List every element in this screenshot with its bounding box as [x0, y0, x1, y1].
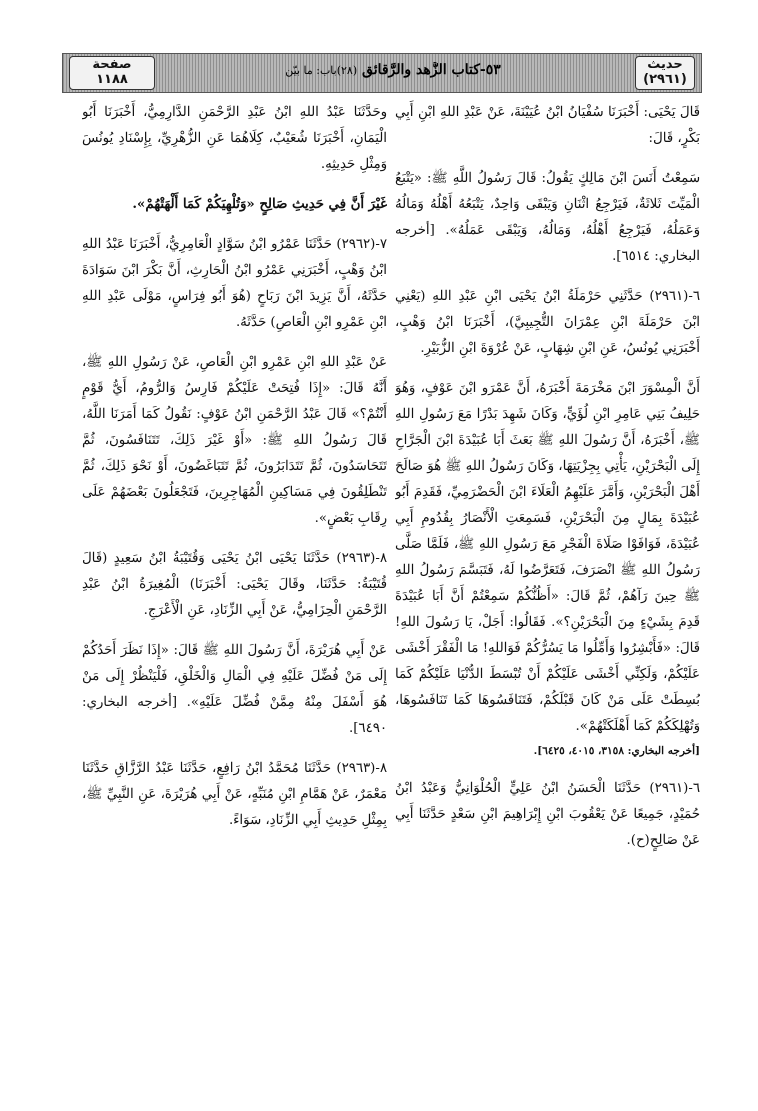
left-column — [82, 100, 387, 1090]
paragraph: أَنَّ الْمِسْوَرَ ابْنَ مَخْرَمَةَ أَخْبَرَهُ، أَنَّ عَمْرَو ابْنَ عَوْفٍ، وَهُوَ حَلِيفُ بَنِي عَامِرِ ابْنِ لُؤَيٍّ، وَكَانَ شَهِدَ بَدْرًا مَعَ رَسُولِ اللهِ ﷺ، أَخْبَرَهُ، أَنَّ رَسُولَ اللهِ ﷺ بَعَثَ أَبَا عُبَيْدَةَ ابْنَ الْجَرَّاحِ إِلَى الْبَحْرَيْنِ، يَأْتِي بِجِزْيَتِهَا، وَكَانَ رَسُولُ اللهِ ﷺ هُوَ صَالَحَ أَهْلَ الْبَحْرَيْنِ، وَأَمَّرَ عَلَيْهِمُ الْعَلَاءَ ابْنَ الْحَضْرَمِيِّ، فَقَدِمَ أَبُو عُبَيْدَةَ بِمَالٍ مِنَ الْبَحْرَيْنِ، فَسَمِعَتِ الْأَنْصَارُ بِقُدُومِ أَبِي عُبَيْدَةَ، فَوَافَوْا صَلَاةَ الْفَجْرِ مَعَ رَسُولِ اللهِ ﷺ، فَلَمَّا صَلَّى رَسُولُ اللهِ ﷺ انْصَرَفَ، فَتَعَرَّضُوا لَهُ، فَتَبَسَّمَ رَسُولُ اللهِ ﷺ حِينَ رَآهُمْ، ثُمَّ قَالَ: «أَظُنُّكُمْ سَمِعْتُمْ أَنَّ أَبَا عُبَيْدَةَ قَدِمَ بِشَيْءٍ مِنَ الْبَحْرَيْنِ؟». فَقَالُوا: أَجَلْ، يَا رَسُولَ اللهِ! قَالَ: «فَأَبْشِرُوا وَأَمِّلُوا مَا يَسُرُّكُمْ فَوَاللهِ! مَا الْفَقْرَ أَخْشَى عَلَيْكُمْ، وَلَكِنِّي أَخْشَى عَلَيْكُمْ أَنْ تُبْسَطَ الدُّنْيَا عَلَيْكُمْ كَمَا بُسِطَتْ عَلَى مَنْ كَانَ قَبْلَكُمْ، فَتَنَافَسُوهَا كَمَا تَنَافَسُوهَا، وَتُهْلِكَكُمْ كَمَا أَهْلَكَتْهُمْ». — [395, 381, 700, 734]
hadith-number-box — [635, 56, 695, 90]
paragraph: وحَدَّثَنَا عَبْدُ اللهِ ابْنُ عَبْدِ الرَّحْمَنِ الدَّارِمِيُّ، أَخْبَرَنَا أَبُو الْيَمَانِ، أَخْبَرَنَا شُعَيْبٌ، كِلَاهُمَا عَنِ الزُّهْرِيِّ، بِإِسْنَادِ يُونُسَ وَمِثْلِ حَدِيثِهِ. — [82, 105, 387, 172]
page-header — [62, 53, 702, 93]
hadith-label: حديث — [647, 57, 683, 72]
reference-line: [أخرجه البخاري: ٣١٥٨، ٤٠١٥، ٦٤٢٥]. — [533, 745, 700, 757]
page-label: صفحة — [92, 57, 132, 72]
bab-title: (٢٨)باب: ما بيّن — [285, 64, 358, 77]
paragraph: ٨-(٢٩٦٣) حَدَّثَنَا يَحْيَى ابْنُ يَحْيَى وَقُتَيْبَةُ ابْنُ سَعِيدٍ (قَالَ قُتَيْبَةُ: حَدَّثَنَا، وقَالَ يَحْيَى: أَخْبَرَنَا) الْمُغِيرَةُ ابْنُ عَبْدِ الرَّحْمَنِ الْحِزَامِيُّ، عَنْ أَبِي الزِّنَادِ، عَنِ الْأَعْرَجِ. — [82, 551, 387, 618]
hadith-number: (٢٩٦١) — [643, 72, 687, 87]
paragraph: ٦-(٢٩٦١) حَدَّثَنِي حَرْمَلَةُ ابْنُ يَحْيَى ابْنِ عَبْدِ اللهِ (يَعْنِي ابْنَ حَرْمَلَةَ ابْنِ عِمْرَانَ التُّجِيبِيَّ)، أَخْبَرَنَا ابْنُ وَهْبٍ، أَخْبَرَنِي يُونُسُ، عَنِ ابْنِ شِهَابٍ، عَنْ عُرْوَةَ ابْنِ الزُّبَيْرِ. — [395, 289, 700, 356]
header-title — [161, 62, 625, 84]
paragraph: قَالَ يَحْيَى: أَخْبَرَنَا سُفْيَانُ ابْنُ عُيَيْنَةَ، عَنْ عَبْدِ اللهِ ابْنِ أَبِي بَكْرٍ، قَالَ: — [395, 105, 700, 146]
paragraph: عَنْ أَبِي هُرَيْرَةَ، أَنَّ رَسُولَ اللهِ ﷺ قَالَ: «إِذَا نَظَرَ أَحَدُكُمْ إِلَى مَنْ فُضِّلَ عَلَيْهِ فِي الْمَالِ وَالْخَلْقِ، فَلْيَنْظُرْ إِلَى مَنْ هُوَ أَسْفَلَ مِنْهُ مِمَّنْ فُضِّلَ عَلَيْهِ». [أخرجه البخاري: ٦٤٩٠]. — [82, 643, 387, 736]
page-number: ١١٨٨ — [96, 72, 128, 87]
paragraph: سَمِعْتُ أَنَسَ ابْنَ مَالِكٍ يَقُولُ: قَالَ رَسُولُ اللَّهِ ﷺ: «يَتْبَعُ الْمَيِّتَ ثَلاثَةٌ، فَيَرْجِعُ اثْنَانِ وَيَبْقَى وَاحِدٌ، يَتْبَعُهُ أَهْلُهُ وَمَالُهُ وَعَمَلُهُ، فَيَرْجِعُ أَهْلُهُ، وَمَالُهُ، وَيَبْقَى عَمَلُهُ». [أخرجه البخاري: ٦٥١٤]. — [395, 171, 700, 264]
paragraph: ٧-(٢٩٦٢) حَدَّثَنَا عَمْرُو ابْنُ سَوَّادٍ الْعَامِرِيُّ، أَخْبَرَنَا عَبْدُ اللهِ ابْنُ وَهْبٍ، أَخْبَرَنِي عَمْرُو ابْنُ الْحَارِثِ، أَنَّ بَكْرَ ابْنَ سَوَادَةَ حَدَّثَهُ، أَنَّ يَزِيدَ ابْنَ رَبَاحٍ (هُوَ أَبُو فِرَاسٍ، مَوْلَى عَبْدِ اللهِ ابْنِ عَمْرِو ابْنِ الْعَاصِ) حَدَّثَهُ. — [82, 237, 387, 330]
paragraph: غَيْرَ أَنَّ فِي حَدِيثِ صَالِحٍ «وَتُلْهِيَكُمْ كَمَا أَلْهَتْهُمْ». — [132, 197, 387, 212]
page-number-box — [69, 56, 155, 90]
paragraph: ٨-(٢٩٦٣) حَدَّثَنَا مُحَمَّدُ ابْنُ رَافِعٍ، حَدَّثَنَا عَبْدُ الرَّزَّاقِ حَدَّثَنَا مَعْمَرٌ، عَنْ هَمَّامِ ابْنِ مُنَبِّهٍ، عَنْ أَبِي هُرَيْرَةَ، عَنِ النَّبِيِّ ﷺ، بِمِثْلِ حَدِيثِ أَبِي الزِّنَادِ، سَوَاءً. — [82, 761, 387, 828]
book-title: ٥٣-كتاب الزُّهد والرَّقائق — [362, 62, 501, 78]
right-column — [395, 100, 700, 1090]
paragraph: ٦-(٢٩٦١) حَدَّثَنَا الْحَسَنُ ابْنُ عَلِيٍّ الْحُلْوَانِيُّ وَعَبْدُ ابْنُ حُمَيْدٍ، جَمِيعًا عَنْ يَعْقُوبَ ابْنِ إِبْرَاهِيمَ ابْنِ سَعْدٍ حَدَّثَنَا أَبِي عَنْ صَالِحٍ(ح). — [395, 781, 700, 848]
paragraph: عَنْ عَبْدِ اللهِ ابْنِ عَمْرِو ابْنِ الْعَاصِ، عَنْ رَسُولِ اللهِ ﷺ، أَنَّهُ قَالَ: «إِذَا فُتِحَتْ عَلَيْكُمْ فَارِسُ وَالرُّومُ، أَيُّ قَوْمٍ أَنْتُمْ؟» قَالَ عَبْدُ الرَّحْمَنِ ابْنُ عَوْفٍ: نَقُولُ كَمَا أَمَرَنَا اللَّهُ، قَالَ رَسُولُ اللهِ ﷺ: «أَوْ غَيْرَ ذَلِكَ، تَتَنَافَسُونَ، ثُمَّ تَتَحَاسَدُونَ، ثُمَّ تَتَدَابَرُونَ، ثُمَّ تَتَبَاغَضُونَ، أَوْ نَحْوَ ذَلِكَ، ثُمَّ تَنْطَلِقُونَ فِي مَسَاكِينِ الْمُهَاجِرِينَ، فَتَجْعَلُونَ بَعْضَهُمْ عَلَى رِقَابِ بَعْضٍ». — [82, 355, 387, 526]
